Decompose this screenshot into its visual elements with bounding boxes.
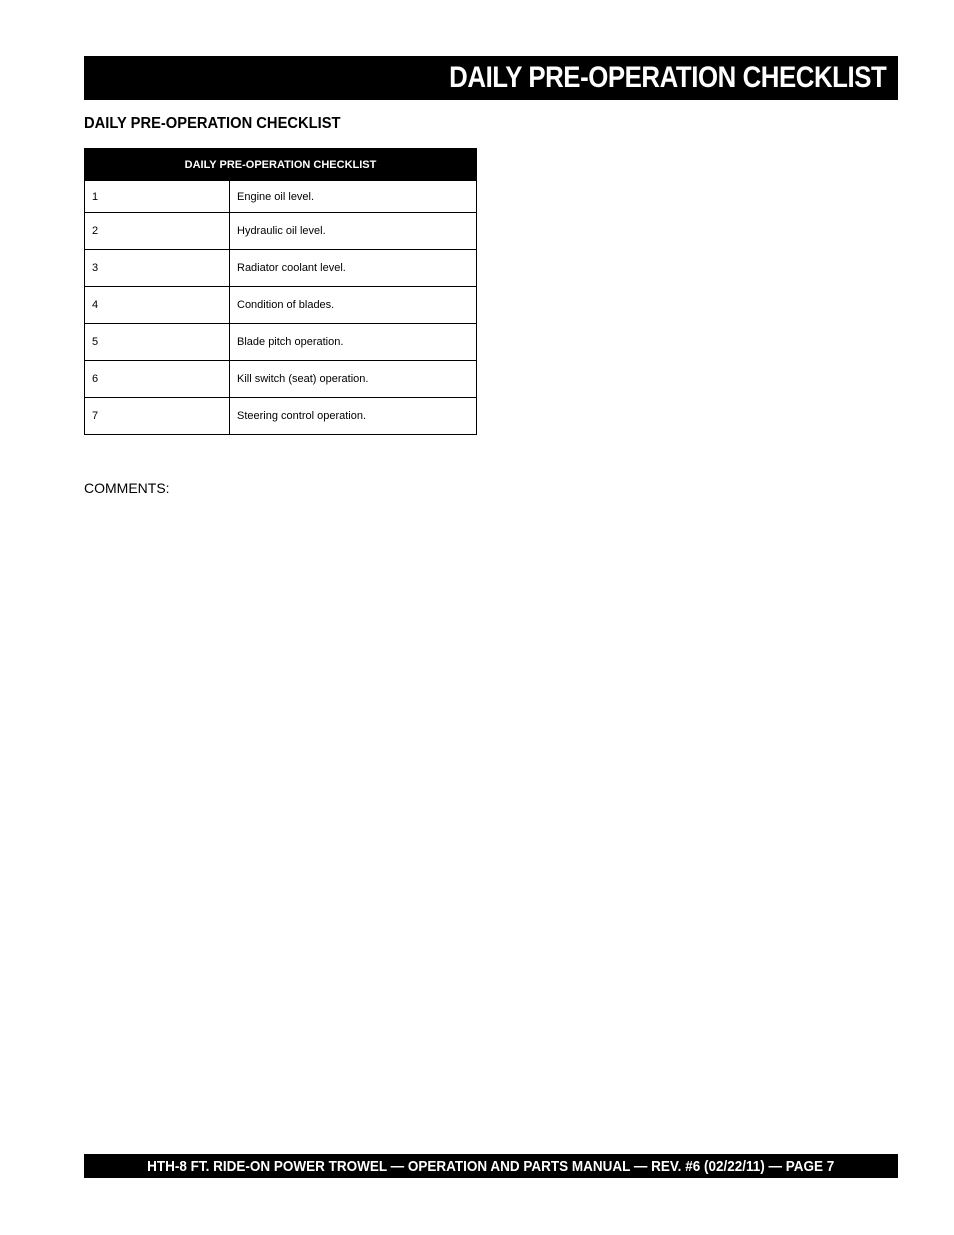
page-title: DAILY PRE-OPERATION CHECKLIST xyxy=(448,61,886,94)
checklist-row xyxy=(85,324,477,361)
checklist-row-item: Kill switch (seat) operation. xyxy=(230,361,477,398)
page-title-bar xyxy=(84,56,898,100)
checklist-row-item: Radiator coolant level. xyxy=(230,250,477,287)
checklist-row-number: 4 xyxy=(85,287,230,324)
page-footer-bar xyxy=(84,1154,898,1178)
checklist-row-number: 2 xyxy=(85,213,230,250)
checklist-row xyxy=(85,287,477,324)
checklist-row xyxy=(85,181,477,213)
comments-label: COMMENTS: xyxy=(84,480,170,496)
checklist-row-item: Condition of blades. xyxy=(230,287,477,324)
checklist-row xyxy=(85,398,477,435)
checklist-row-item: Blade pitch operation. xyxy=(230,324,477,361)
checklist-table xyxy=(84,148,477,435)
section-heading: DAILY PRE-OPERATION CHECKLIST xyxy=(84,115,341,132)
checklist-row-number: 5 xyxy=(85,324,230,361)
checklist-row-number: 6 xyxy=(85,361,230,398)
checklist-table-header: DAILY PRE-OPERATION CHECKLIST xyxy=(85,149,477,181)
checklist-row xyxy=(85,250,477,287)
checklist-row xyxy=(85,213,477,250)
page-footer: HTH-8 FT. RIDE-ON POWER TROWEL — OPERATION AND PARTS MANUAL — REV. #6 (02/22/11) — PAGE 7 xyxy=(147,1157,835,1175)
checklist-row-item: Steering control operation. xyxy=(230,398,477,435)
checklist-row-item: Hydraulic oil level. xyxy=(230,213,477,250)
checklist-row-item: Engine oil level. xyxy=(230,181,477,213)
checklist-row-number: 1 xyxy=(85,181,230,213)
checklist-row-number: 7 xyxy=(85,398,230,435)
checklist-row-number: 3 xyxy=(85,250,230,287)
checklist-row xyxy=(85,361,477,398)
